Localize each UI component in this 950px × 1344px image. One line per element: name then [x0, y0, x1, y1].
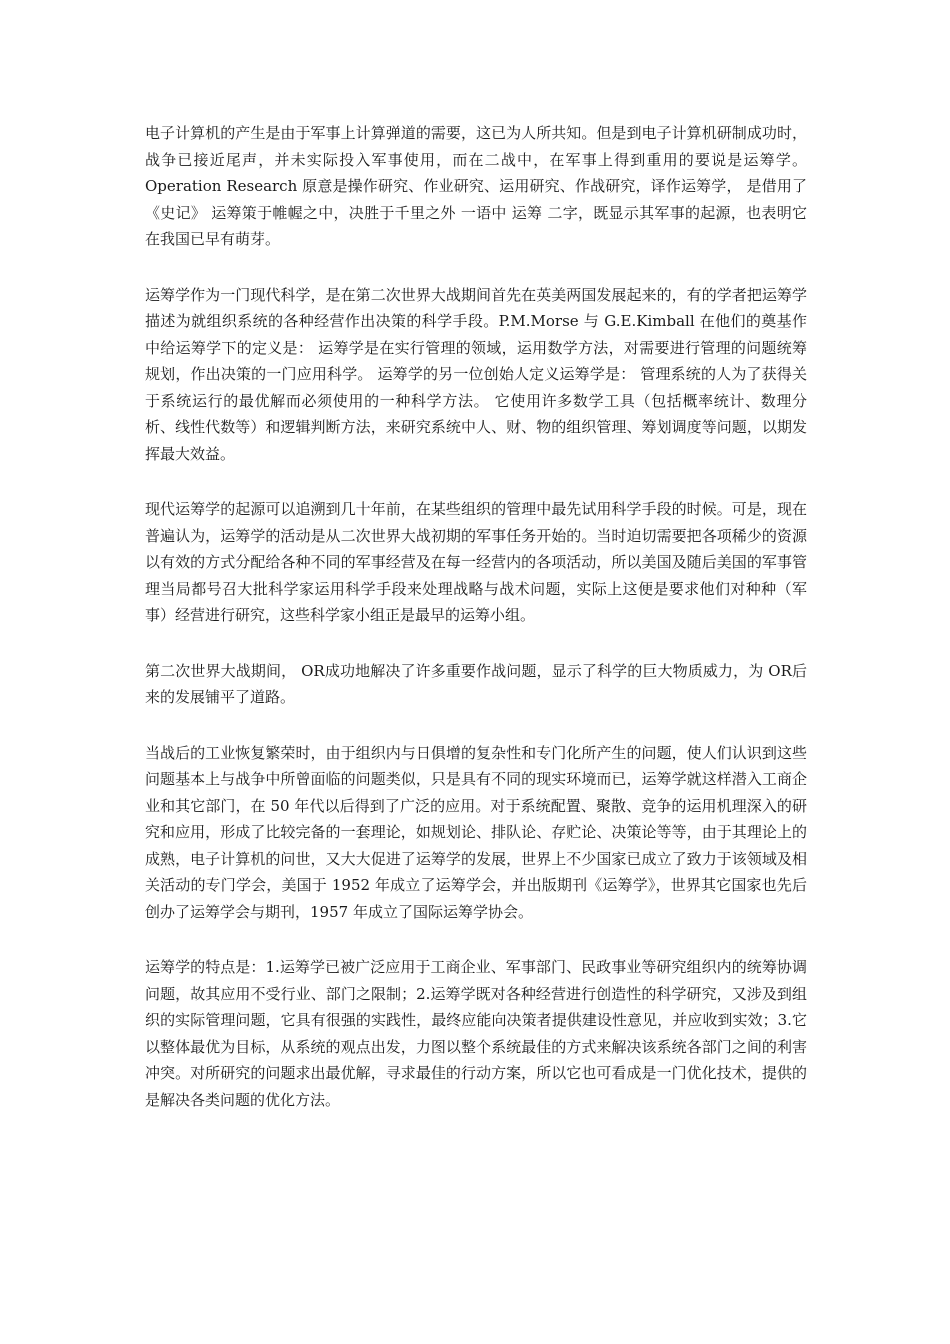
paragraph-postwar: 当战后的工业恢复繁荣时，由于组织内与日俱增的复杂性和专门化所产生的问题，使人们认识到这些问题基本上与战争中所曾面临的问题类似，只是具有不同的现实环境而已，运筹学就这样潜入工商企业和其它部门，在 50 年代以后得到了广泛的应用。对于系统配置、聚散、竞争的运用机理深入的研究和应用，形成了比较完备的一套理论，如规划论、排队论、存贮论、决策论等等，由于其理论上的成熟，电子计算机的问世，又大大促进了运筹学的发展，世界上不少国家已成立了致力于该领域及相关活动的专门学会，美国于 1952 年成立了运筹学会，并出版期刊《运筹学》，世界其它国家也先后创办了运筹学会与期刊，1957 年成立了国际运筹学协会。: [145, 743, 807, 921]
paragraph-history: 现代运筹学的起源可以追溯到几十年前，在某些组织的管理中最先试用科学手段的时候。可是，现在普遍认为，运筹学的活动是从二次世界大战初期的军事任务开始的。当时迫切需要把各项稀少的资源以有效的方式分配给各种不同的军事经营及在每一经营内的各项活动，所以美国及随后美国的军事管理当局都号召大批科学家运用科学手段来处理战略与战术问题，实际上这便是要求他们对种种（军事）经营进行研究，这些科学家小组正是最早的运筹小组。: [145, 500, 807, 624]
paragraph-definition: 运筹学作为一门现代科学，是在第二次世界大战期间首先在英美两国发展起来的，有的学者把运筹学描述为就组织系统的各种经营作出决策的科学手段。P.M.Morse 与 G.E.Kimball 在他们的奠基作中给运筹学下的定义是： 运筹学是在实行管理的领域，运用数学方法，对需要进行管理的问题统筹规划，作出决策的一门应用科学。 运筹学的另一位创始人定义运筹学是： 管理系统的人为了获得关于系统运行的最优解而必须使用的一种科学方法。 它使用许多数学工具（包括概率统计、数理分析、线性代数等）和逻辑判断方法，来研究系统中人、财、物的组织管理、筹划调度等问题，以期发挥最大效益。: [145, 285, 807, 463]
paragraph-origin: 电子计算机的产生是由于军事上计算弹道的需要，这已为人所共知。但是到电子计算机研制成功时，战争已接近尾声，并未实际投入军事使用，而在二战中，在军事上得到重用的要说是运筹学。Operation Research 原意是操作研究、作业研究、运用研究、作战研究，译作运筹学， 是借用了《史记》 运筹策于帷幄之中，决胜于千里之外 一语中 运筹 二字，既显示其军事的起源，也表明它在我国已早有萌芽。: [145, 124, 807, 248]
paragraph-wwii: 第二次世界大战期间， OR成功地解决了许多重要作战问题，显示了科学的巨大物质威力，为 OR后来的发展铺平了道路。: [145, 661, 807, 706]
document-body: [145, 120, 807, 1142]
paragraph-features: 运筹学的特点是：1.运筹学已被广泛应用于工商企业、军事部门、民政事业等研究组织内的统筹协调问题，故其应用不受行业、部门之限制；2.运筹学既对各种经营进行创造性的科学研究，又涉及到组织的实际管理问题，它具有很强的实践性，最终应能向决策者提供建设性意见，并应收到实效；3.它以整体最优为目标，从系统的观点出发，力图以整个系统最佳的方式来解决该系统各部门之间的利害冲突。对所研究的问题求出最优解，寻求最佳的行动方案，所以它也可看成是一门优化技术，提供的是解决各类问题的优化方法。: [145, 958, 807, 1109]
